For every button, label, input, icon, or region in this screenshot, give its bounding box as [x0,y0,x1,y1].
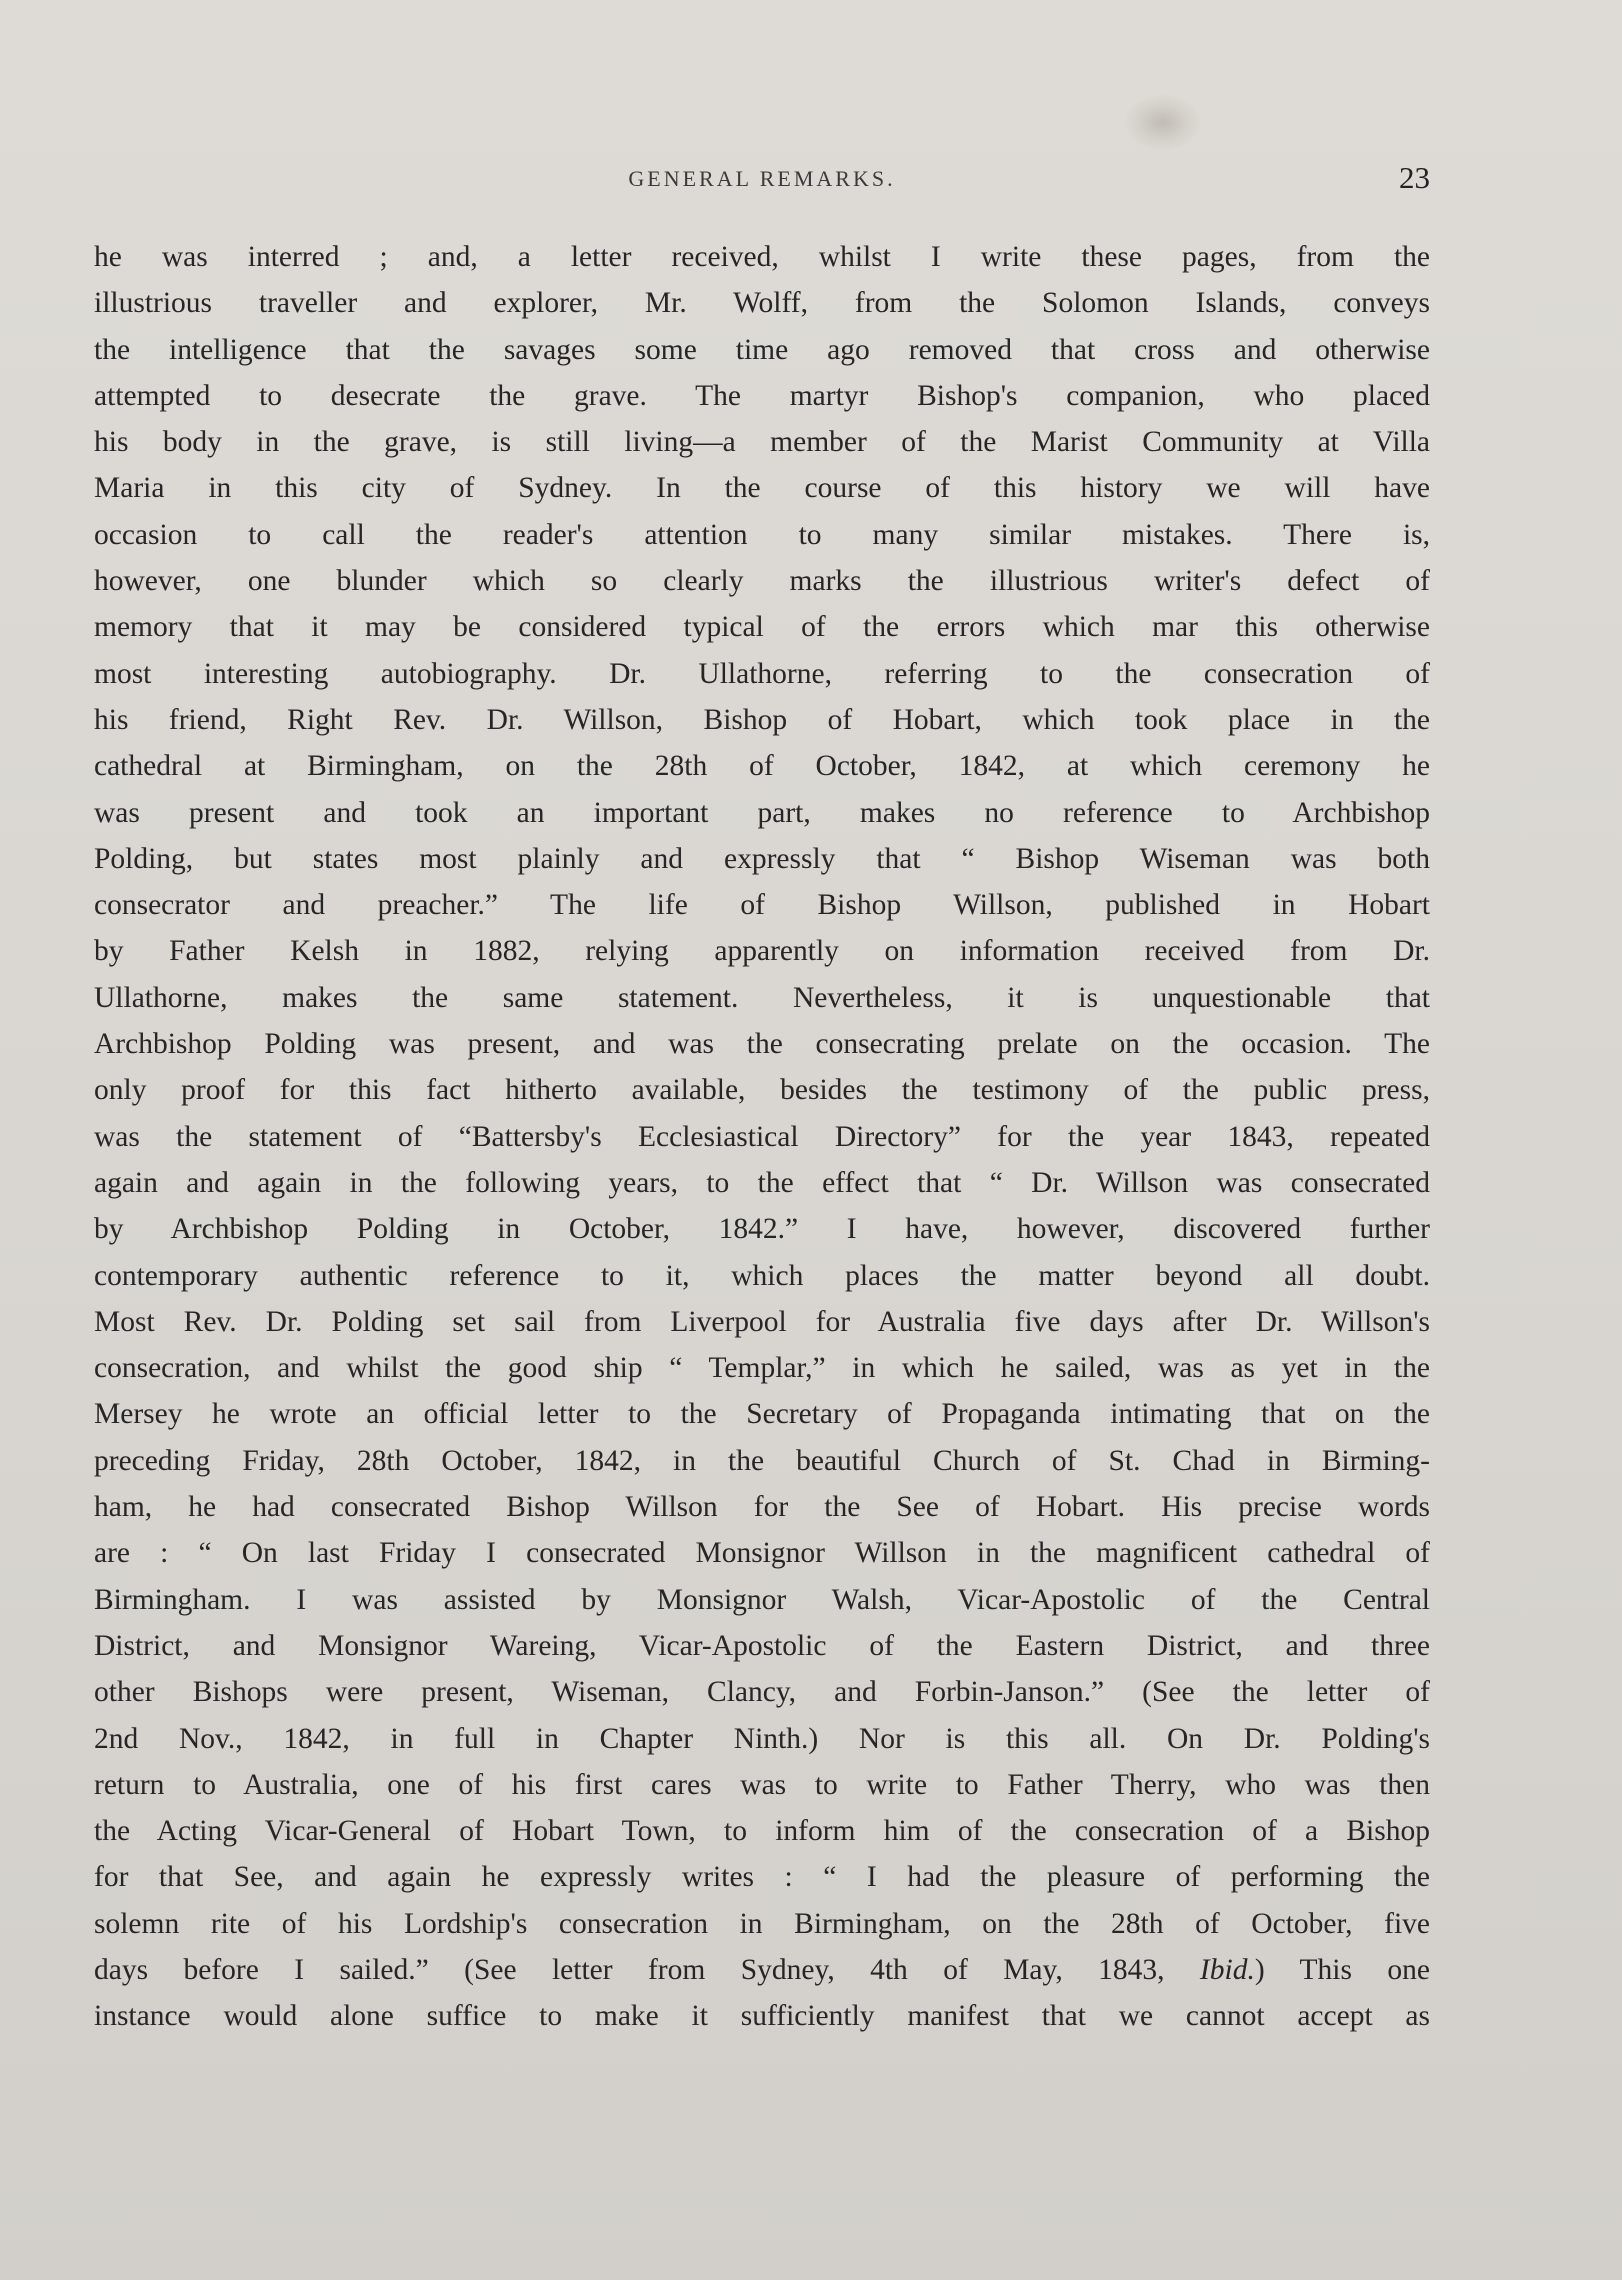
text-line: cathedral at Birmingham, on the 28th of October, 1842, at which ceremony he [94,750,1430,783]
text-line: Maria in this city of Sydney. In the course of this history we will have [94,472,1430,505]
text-line: most interesting autobiography. Dr. Ullathorne, referring to the consecration of [94,657,1430,690]
text-line: consecrator and preacher.” The life of Bishop Willson, published in Hobart [94,889,1430,922]
text-line: return to Australia, one of his first cares was to write to Father Therry, who was then [94,1768,1430,1801]
text-line: for that See, and again he expressly writes : “ I had the pleasure of performing the [94,1861,1430,1894]
running-head: GENERAL REMARKS. [628,166,896,191]
text-line: Birmingham. I was assisted by Monsignor Walsh, Vicar-Apostolic of the Central [94,1583,1430,1616]
text-line: was the statement of “Battersby's Ecclesiastical Directory” for the year 1843, repeated [94,1120,1430,1153]
paper-smudge [1125,95,1200,150]
text-line: his friend, Right Rev. Dr. Willson, Bishop of Hobart, which took place in the [94,703,1430,736]
text-line: other Bishops were present, Wiseman, Clancy, and Forbin-Janson.” (See the letter of [94,1676,1430,1709]
text-line: solemn rite of his Lordship's consecration in Birmingham, on the 28th of October, five [94,1907,1430,1940]
text-line: Polding, but states most plainly and expressly that “ Bishop Wiseman was both [94,842,1430,875]
text-line: by Father Kelsh in 1882, relying apparently on information received from Dr. [94,935,1430,968]
text-line: 2nd Nov., 1842, in full in Chapter Ninth.) Nor is this all. On Dr. Polding's [94,1722,1430,1755]
text-line: preceding Friday, 28th October, 1842, in the beautiful Church of St. Chad in Birming- [94,1444,1430,1477]
text-line: his body in the grave, is still living—a member of the Marist Community at Villa [94,426,1430,459]
text-line: only proof for this fact hitherto available, besides the testimony of the public press, [94,1074,1430,1107]
text-line: the intelligence that the savages some time ago removed that cross and otherwise [94,333,1430,366]
text-line: again and again in the following years, to the effect that “ Dr. Willson was consecrated [94,1166,1430,1199]
text-line: memory that it may be considered typical of the errors which mar this otherwise [94,611,1430,644]
text-line: occasion to call the reader's attention to many similar mistakes. There is, [94,518,1430,551]
text-line: was present and took an important part, makes no reference to Archbishop [94,796,1430,829]
body-text [94,234,1430,2040]
text-line: instance would alone suffice to make it sufficiently manifest that we cannot accept as [94,2000,1430,2033]
text-line: attempted to desecrate the grave. The martyr Bishop's companion, who placed [94,379,1430,412]
text-line: Archbishop Polding was present, and was the consecrating prelate on the occasion. The [94,1028,1430,1061]
text-line: by Archbishop Polding in October, 1842.” I have, however, discovered further [94,1213,1430,1246]
text-line: Ullathorne, makes the same statement. Nevertheless, it is unquestionable that [94,981,1430,1014]
text-line: he was interred ; and, a letter received, whilst I write these pages, from the [94,241,1430,273]
ibid-italic: Ibid. [1199,1953,1255,1986]
text-line: consecration, and whilst the good ship “ Templar,” in which he sailed, was as yet in the [94,1352,1430,1385]
text-line: however, one blunder which so clearly marks the illustrious writer's defect of [94,565,1430,598]
page-number: 23 [1399,160,1430,195]
text-line: contemporary authentic reference to it, which places the matter beyond all doubt. [94,1259,1430,1292]
text-line: Mersey he wrote an official letter to the Secretary of Propaganda intimating that on the [94,1398,1430,1431]
text-line: District, and Monsignor Wareing, Vicar-Apostolic of the Eastern District, and three [94,1629,1430,1662]
text-line: illustrious traveller and explorer, Mr. Wolff, from the Solomon Islands, conveys [94,287,1430,320]
text-line: days before I sailed.” (See letter from Sydney, 4th of May, 1843, Ibid.) This one [94,1953,1430,1986]
text-line: the Acting Vicar-General of Hobart Town, to inform him of the consecration of a Bishop [94,1815,1430,1848]
page-header [94,160,1430,200]
text-line: Most Rev. Dr. Polding set sail from Liverpool for Australia five days after Dr. Willson's [94,1305,1430,1338]
text-line: are : “ On last Friday I consecrated Monsignor Willson in the magnificent cathedral of [94,1537,1430,1570]
text-line: ham, he had consecrated Bishop Willson for the See of Hobart. His precise words [94,1491,1430,1524]
